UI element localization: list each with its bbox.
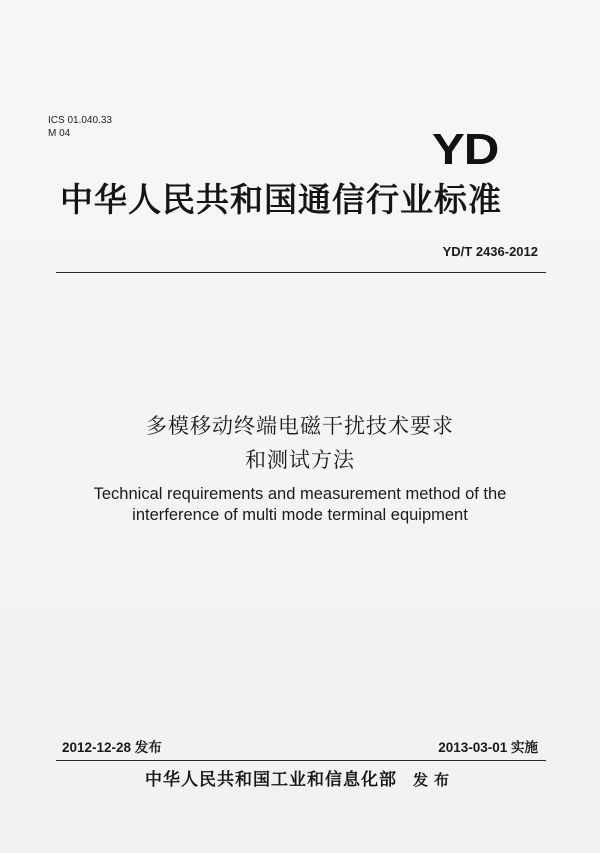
english-title-line-1: Technical requirements and measurement method of the (93, 485, 507, 503)
ics-number: ICS 01.040.33 (48, 115, 112, 126)
publish-word: 发布 (412, 771, 455, 789)
chinese-title-line-1: 多模移动终端电磁干扰技术要求 (146, 414, 454, 438)
ics-codes (48, 114, 112, 140)
release-date: 2012-12-28 发布 (62, 740, 162, 755)
chinese-title-line-2: 和测试方法 (245, 448, 355, 472)
yd-logo: YD (432, 125, 499, 174)
top-divider (56, 272, 546, 273)
implementation-date: 2013-03-01 实施 (438, 740, 538, 755)
english-title-line-2: interference of multi mode terminal equipment (132, 506, 468, 524)
publisher-line (0, 765, 600, 790)
organization-title: 中华人民共和国通信行业标准 (60, 180, 502, 219)
publisher-name: 中华人民共和国工业和信息化部 (144, 770, 397, 790)
bottom-divider (56, 760, 546, 761)
classification-code: M 04 (48, 128, 71, 139)
standard-number: YD/T 2436-2012 (442, 244, 538, 259)
